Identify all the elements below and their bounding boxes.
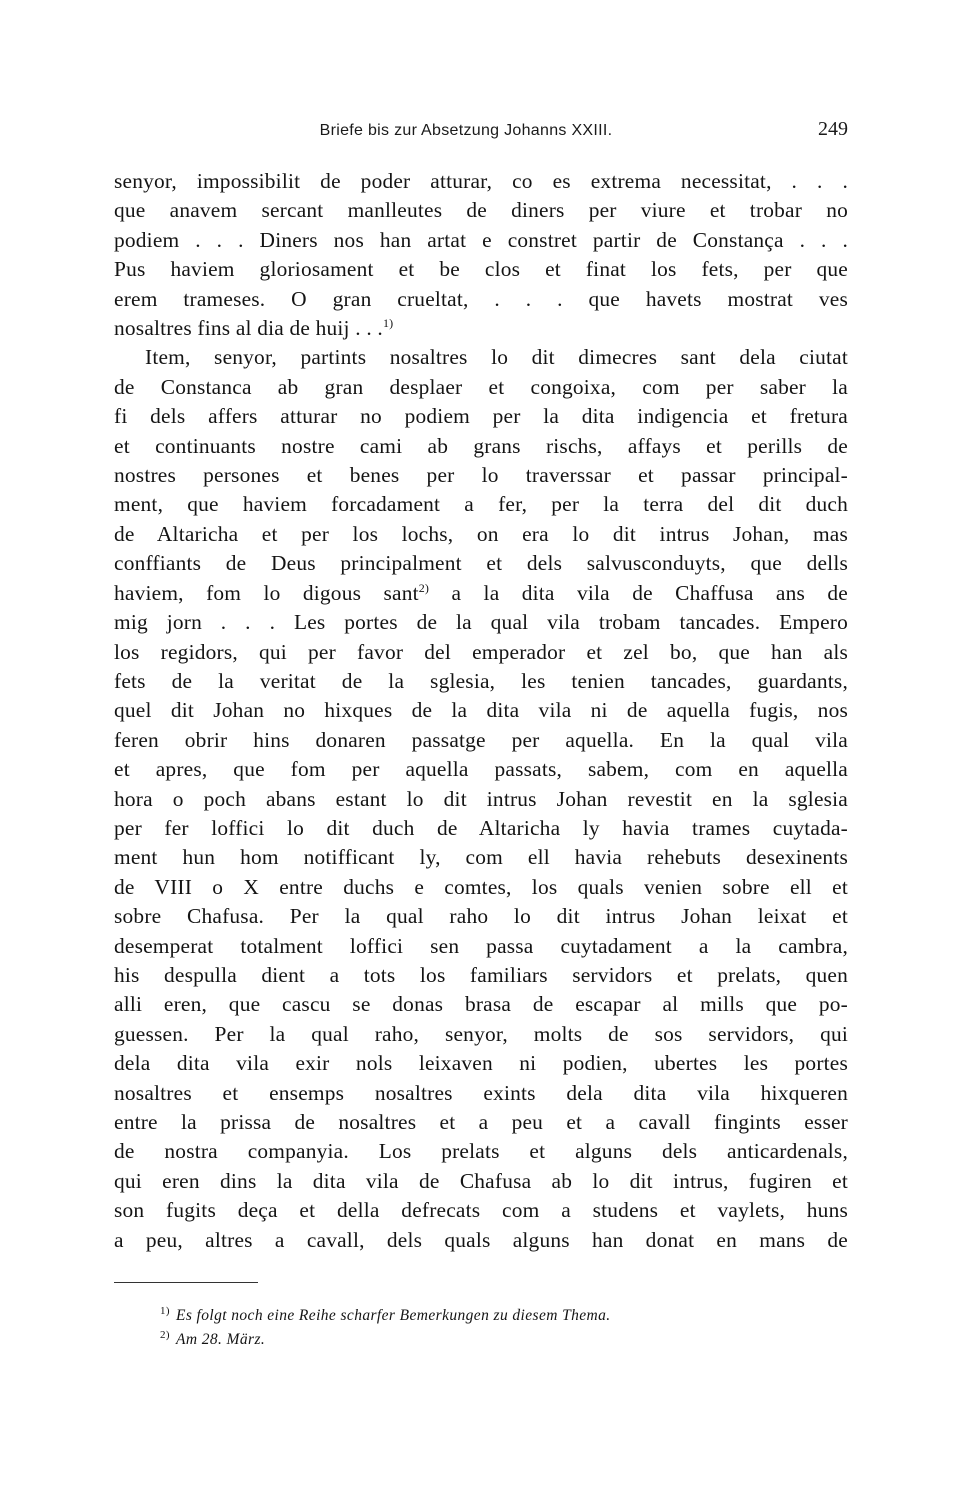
text-line: conffiants de Deus principalment et dels salvusconduyts, que dells (114, 551, 848, 576)
text-line: fi dels affers atturar no podiem per la dita indigencia et fretura (114, 404, 848, 429)
text-line: fets de la veritat de la sglesia, les tenien tancades, guardants, (114, 668, 848, 693)
text-line: guessen. Per la qual raho, senyor, molts de sos servidors, qui (114, 1021, 848, 1046)
text-line: ment hun hom notifficant ly, com ell havia rehebuts desexinents (114, 845, 848, 870)
text-line: ment, que haviem forcadament a fer, per la terra del dit duch (114, 492, 848, 517)
footnote-mark: 2) (160, 1329, 170, 1341)
text-line-content: a la dita vila de Chaffusa ans de (429, 580, 848, 605)
footnote (160, 1304, 860, 1328)
text-line: et continuants nostre cami ab grans rischs, affays et perills de (114, 433, 848, 458)
text-line: senyor, impossibilit de poder atturar, co es extrema necessitat, . . . (114, 169, 848, 193)
text-line-content: haviem, fom lo digous sant (114, 580, 419, 605)
footnote-reference: 2) (418, 580, 430, 595)
text-line: a peu, altres a cavall, dels quals alguns han donat en mans de (114, 1227, 848, 1252)
text-line: et apres, que fom per aquella passats, sabem, com en aquella (114, 757, 848, 782)
page-number: 249 (818, 118, 848, 140)
text-line: dela dita vila exir nols leixaven ni podien, ubertes les portes (114, 1051, 848, 1076)
footnote-mark: 1) (160, 1305, 170, 1317)
text-line: hora o poch abans estant lo dit intrus Johan revestit en la sglesia (114, 786, 848, 811)
text-line: de nostra companyia. Los prelats et alguns dels anticardenals, (114, 1139, 848, 1164)
text-line: his despulla dient a tots los familiars servidors et prelats, quen (114, 962, 848, 987)
text-line: nostres persones et benes per lo traverssar et passar principal- (114, 463, 848, 488)
page-header (114, 118, 848, 148)
text-line: podiem . . . Diners nos han artat e constret partir de Constança . . . (114, 227, 848, 252)
text-line: de Altaricha et per los lochs, on era lo dit intrus Johan, mas (114, 521, 848, 546)
text-line: nosaltres et ensemps nosaltres exints dela dita vila hixqueren (114, 1080, 848, 1105)
text-line: erem trameses. O gran crueltat, . . . que havets mostrat ves (114, 286, 848, 311)
text-line: de VIII o X entre duchs e comtes, los quals venien sobre ell et (114, 874, 848, 899)
body-text (114, 167, 848, 1255)
text-line-content: nosaltres fins al dia de huij . . . (114, 316, 383, 341)
footnotes (160, 1304, 860, 1352)
footnote-reference: 1) (382, 316, 394, 331)
footnote (160, 1328, 860, 1352)
footnote-text: Am 28. März. (175, 1331, 266, 1348)
running-title: Briefe bis zur Absetzung Johanns XXIII. (319, 122, 613, 139)
text-line: son fugits deça et della defrecats com a studens et vaylets, huns (114, 1198, 848, 1223)
text-line: quel dit Johan no hixques de la dita vila ni de aquella fugis, nos (114, 698, 848, 723)
text-line (114, 314, 848, 343)
text-line: desemperat totalment loffici sen passa cuytadament a la cambra, (114, 933, 848, 958)
text-line: que anavem sercant manlleutes de diners per viure et trobar no (114, 198, 848, 223)
text-line: sobre Chafusa. Per la qual raho lo dit intrus Johan leixat et (114, 904, 848, 929)
text-line: mig jorn . . . Les portes de la qual vila trobam tancades. Empero (114, 610, 848, 635)
text-line: los regidors, qui per favor del emperador et zel bo, que han als (114, 639, 848, 664)
text-line: feren obrir hins donaren passatge per aquella. En la qual vila (114, 727, 848, 752)
text-line: Item, senyor, partints nosaltres lo dit dimecres sant dela ciutat (145, 345, 848, 370)
text-line: Pus haviem gloriosament et be clos et finat los fets, per que (114, 257, 848, 282)
text-line: per fer loffici lo dit duch de Altaricha ly havia trames cuytada- (114, 815, 848, 840)
text-line (114, 579, 848, 608)
footnote-text: Es folgt noch eine Reihe scharfer Bemerkungen zu diesem Thema. (175, 1307, 611, 1324)
text-line: entre la prissa de nosaltres et a peu et a cavall fingints esser (114, 1110, 848, 1134)
text-line: alli eren, que cascu se donas brasa de escapar al mills que po- (114, 992, 848, 1017)
footnote-separator (114, 1282, 258, 1283)
text-line: de Constanca ab gran desplaer et congoixa, com per saber la (114, 374, 848, 399)
text-line: qui eren dins la dita vila de Chafusa ab lo dit intrus, fugiren et (114, 1168, 848, 1193)
